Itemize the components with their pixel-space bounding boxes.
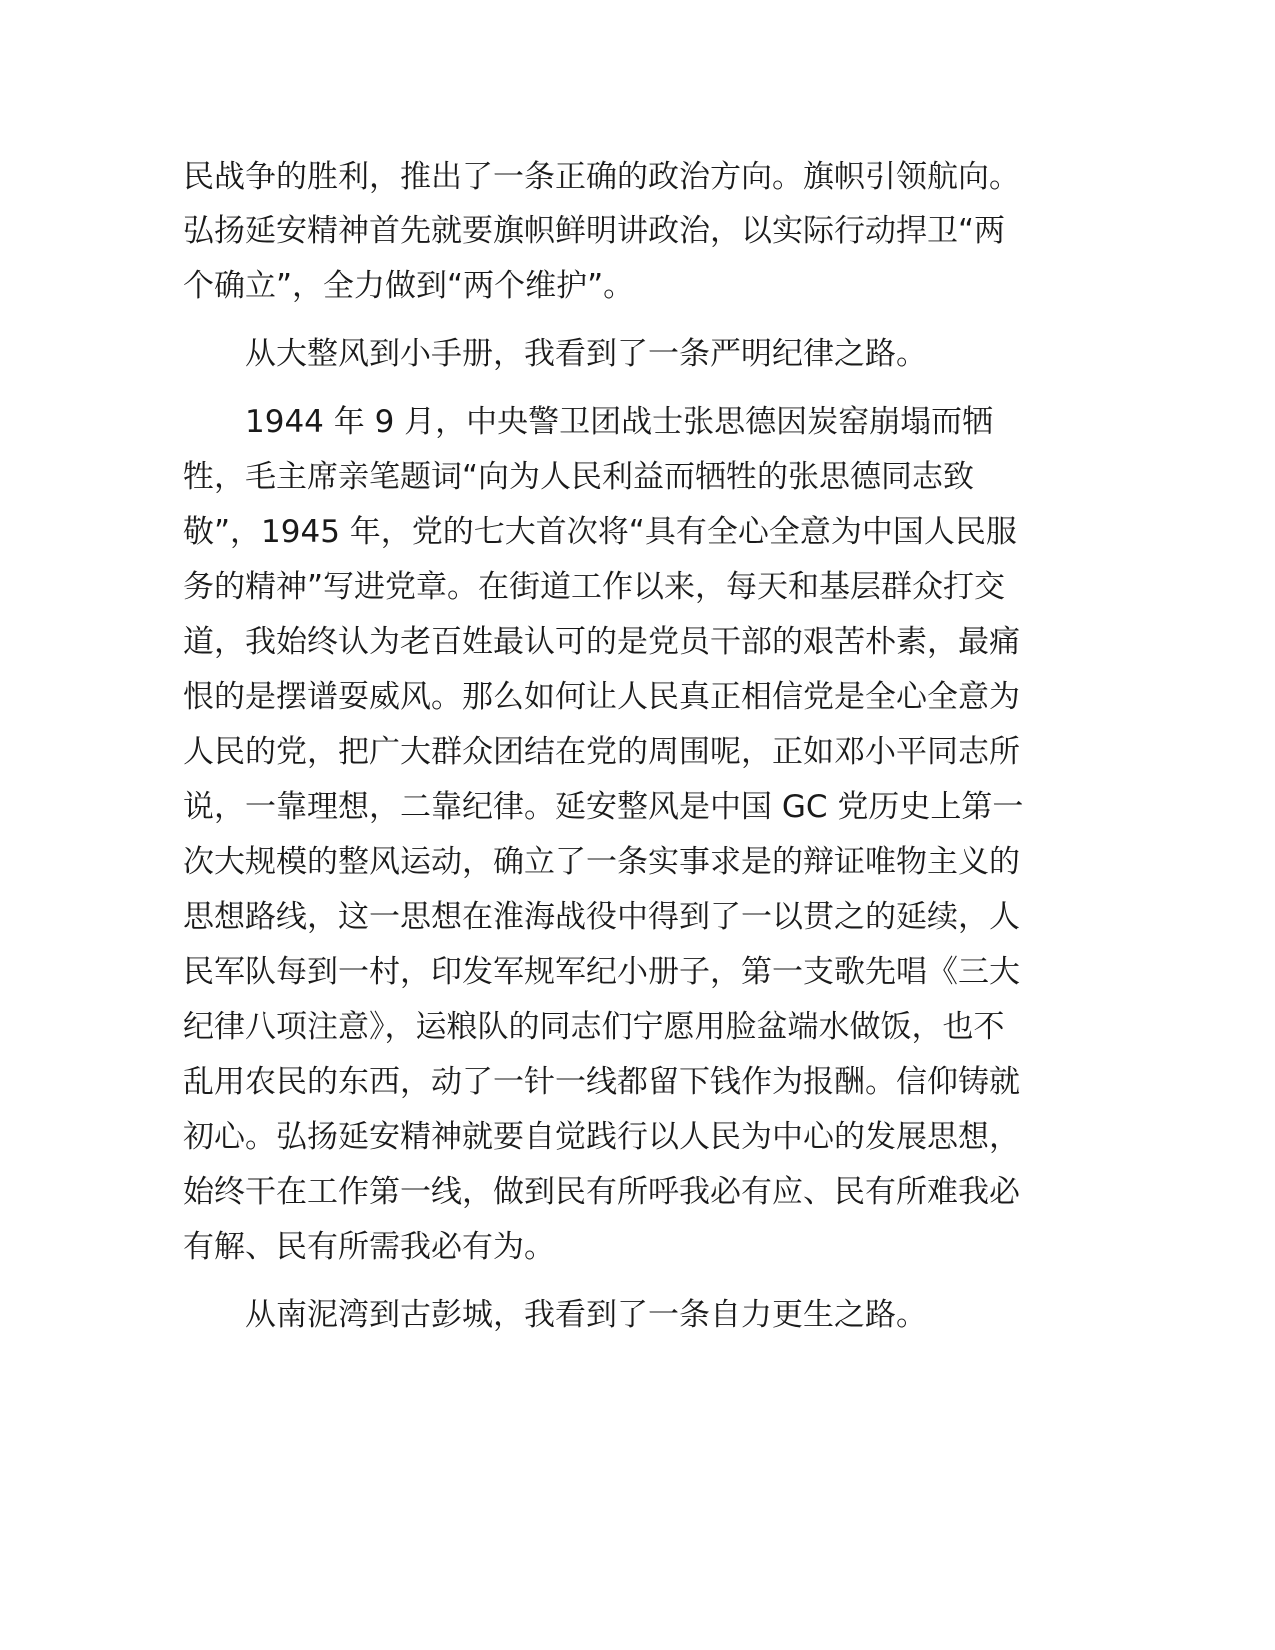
text-line: 敬”，1945 年，党的七大首次将“具有全心全意为中国人民服 bbox=[183, 514, 1017, 550]
text-line: 1944 年 9 月，中央警卫团战士张思德因炭窑崩塌而牺 bbox=[245, 404, 994, 440]
text-line: 乱用农民的东西，动了一针一线都留下钱作为报酬。信仰铸就 bbox=[183, 1064, 1020, 1100]
text-line: 始终干在工作第一线，做到民有所呼我必有应、民有所难我必 bbox=[183, 1174, 1020, 1210]
text-line: 纪律八项注意》，运粮队的同志们宁愿用脸盆端水做饭，也不 bbox=[183, 1009, 1005, 1045]
section-heading: 从南泥湾到古彭城，我看到了一条自力更生之路。 bbox=[245, 1297, 927, 1333]
text-line: 初心。弘扬延安精神就要自觉践行以人民为中心的发展思想， bbox=[183, 1119, 1020, 1155]
text-line: 有解、民有所需我必有为。 bbox=[183, 1229, 555, 1265]
section-heading: 从大整风到小手册，我看到了一条严明纪律之路。 bbox=[245, 336, 927, 372]
text-line: 牲，毛主席亲笔题词“向为人民利益而牺牲的张思德同志致 bbox=[183, 459, 975, 495]
text-line: 民军队每到一村，印发军规军纪小册子，第一支歌先唱《三大 bbox=[183, 954, 1020, 990]
text-line: 思想路线，这一思想在淮海战役中得到了一以贯之的延续，人 bbox=[183, 899, 1020, 935]
text-line: 道，我始终认为老百姓最认可的是党员干部的艰苦朴素，最痛 bbox=[183, 624, 1020, 660]
text-line: 弘扬延安精神首先就要旗帜鲜明讲政治，以实际行动捍卫“两 bbox=[183, 213, 1006, 249]
text-line: 人民的党，把广大群众团结在党的周围呢，正如邓小平同志所 bbox=[183, 734, 1020, 770]
text-line: 恨的是摆谱耍威风。那么如何让人民真正相信党是全心全意为 bbox=[183, 679, 1020, 715]
text-line: 民战争的胜利，推出了一条正确的政治方向。旗帜引领航向。 bbox=[183, 159, 1020, 195]
text-line: 个确立”，全力做到“两个维护”。 bbox=[183, 268, 635, 304]
text-line: 说，一靠理想，二靠纪律。延安整风是中国 GC 党历史上第一 bbox=[183, 789, 1024, 825]
text-line: 务的精神”写进党章。在街道工作以来，每天和基层群众打交 bbox=[183, 569, 1006, 605]
text-line: 次大规模的整风运动，确立了一条实事求是的辩证唯物主义的 bbox=[183, 844, 1020, 880]
